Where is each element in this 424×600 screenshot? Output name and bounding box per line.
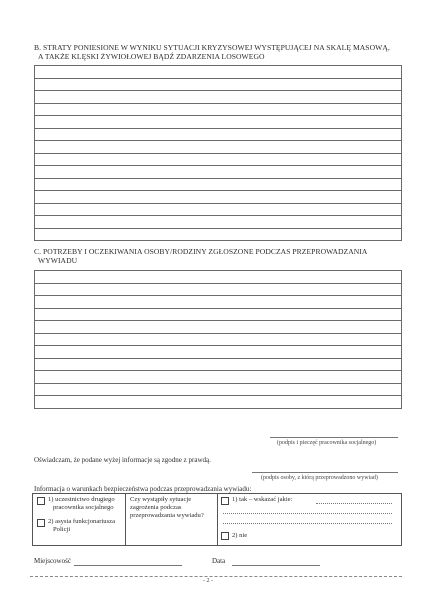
ruled-line[interactable]: [34, 104, 402, 117]
ruled-line[interactable]: [34, 179, 402, 192]
ruled-line[interactable]: [34, 79, 402, 92]
ruled-line[interactable]: [34, 359, 402, 372]
option2-line1: 2) asysta funkcjonariusza: [48, 518, 116, 525]
ruled-line[interactable]: [34, 296, 402, 309]
social-worker-signature-caption: (podpis i pieczęć pracownika socjalnego): [277, 440, 377, 446]
section-c-heading-line2: WYWIADU: [38, 256, 78, 265]
safety-title: Informacja o warunkach bezpieczeństwa podczas przeprowadzania wywiadu:: [34, 485, 252, 493]
option1-line1: 1) uczestnictwo drugiego: [48, 496, 115, 503]
section-b-lined-box[interactable]: [34, 65, 402, 241]
ruled-line[interactable]: [34, 396, 402, 409]
ruled-line[interactable]: [34, 129, 402, 142]
date-label: Data: [212, 557, 226, 565]
ruled-line[interactable]: [34, 116, 402, 129]
section-c-heading-line1: C. POTRZEBY I OCZEKIWANIA OSOBY/RODZINY ZGŁOSZONE PODCZAS PRZEPROWADZANIA: [34, 247, 368, 256]
option2-line2: Policji: [53, 526, 71, 533]
answer-yes-dotted-field[interactable]: [316, 503, 392, 504]
question-line1: Czy wystąpiły sytuacje: [130, 496, 192, 503]
ruled-line[interactable]: [34, 166, 402, 179]
ruled-line[interactable]: [34, 284, 402, 297]
ruled-line[interactable]: [34, 204, 402, 217]
social-worker-signature-line[interactable]: [270, 437, 398, 438]
safety-table: [32, 493, 402, 546]
ruled-line[interactable]: [34, 141, 402, 154]
interviewee-signature-caption: (podpis osoby, z którą przeprowadzono wywiad): [261, 475, 378, 481]
ruled-line[interactable]: [34, 91, 402, 104]
question-line3: przeprowadzania wywiadu?: [130, 512, 204, 519]
footer-divider: [30, 576, 402, 577]
ruled-line[interactable]: [34, 229, 402, 242]
answer-yes-label: 1) tak – wskazać jakie:: [232, 496, 293, 503]
answer-yes-dotted-field[interactable]: [223, 523, 392, 524]
checkbox-police-assistance[interactable]: [37, 519, 45, 527]
place-label: Miejscowość: [34, 557, 71, 565]
option1-line2: pracownika socjalnego: [53, 504, 114, 511]
ruled-line[interactable]: [34, 154, 402, 167]
ruled-line[interactable]: [34, 346, 402, 359]
table-divider: [125, 494, 126, 545]
answer-yes-dotted-field[interactable]: [223, 513, 392, 514]
ruled-line[interactable]: [34, 66, 402, 79]
ruled-line[interactable]: [34, 384, 402, 397]
declaration-text: Oświadczam, że podane wyżej informacje są zgodne z prawdą.: [34, 456, 211, 464]
ruled-line[interactable]: [34, 321, 402, 334]
ruled-line[interactable]: [34, 371, 402, 384]
section-c-lined-box[interactable]: [34, 270, 402, 409]
interviewee-signature-line[interactable]: [252, 472, 398, 473]
section-b-heading-line2: A TAKŻE KLĘSKI ŻYWIOŁOWEJ BĄDŹ ZDARZENIA LOSOWEGO: [38, 52, 265, 61]
section-b-heading-line1: B. STRATY PONIESIONE W WYNIKU SYTUACJI KRYZYSOWEJ WYSTĘPUJĄCEJ NA SKALĘ MASOWĄ,: [34, 43, 390, 52]
page-number: - 2 -: [203, 578, 213, 584]
ruled-line[interactable]: [34, 334, 402, 347]
table-divider: [217, 494, 218, 545]
date-field[interactable]: [232, 565, 320, 566]
question-line2: zagrożenia podczas: [130, 504, 182, 511]
ruled-line[interactable]: [34, 271, 402, 284]
answer-no-label: 2) nie: [232, 532, 248, 539]
checkbox-answer-no[interactable]: [221, 532, 229, 540]
checkbox-second-social-worker[interactable]: [37, 497, 45, 505]
checkbox-answer-yes[interactable]: [221, 497, 229, 505]
ruled-line[interactable]: [34, 216, 402, 229]
ruled-line[interactable]: [34, 191, 402, 204]
ruled-line[interactable]: [34, 309, 402, 322]
place-field[interactable]: [74, 565, 182, 566]
